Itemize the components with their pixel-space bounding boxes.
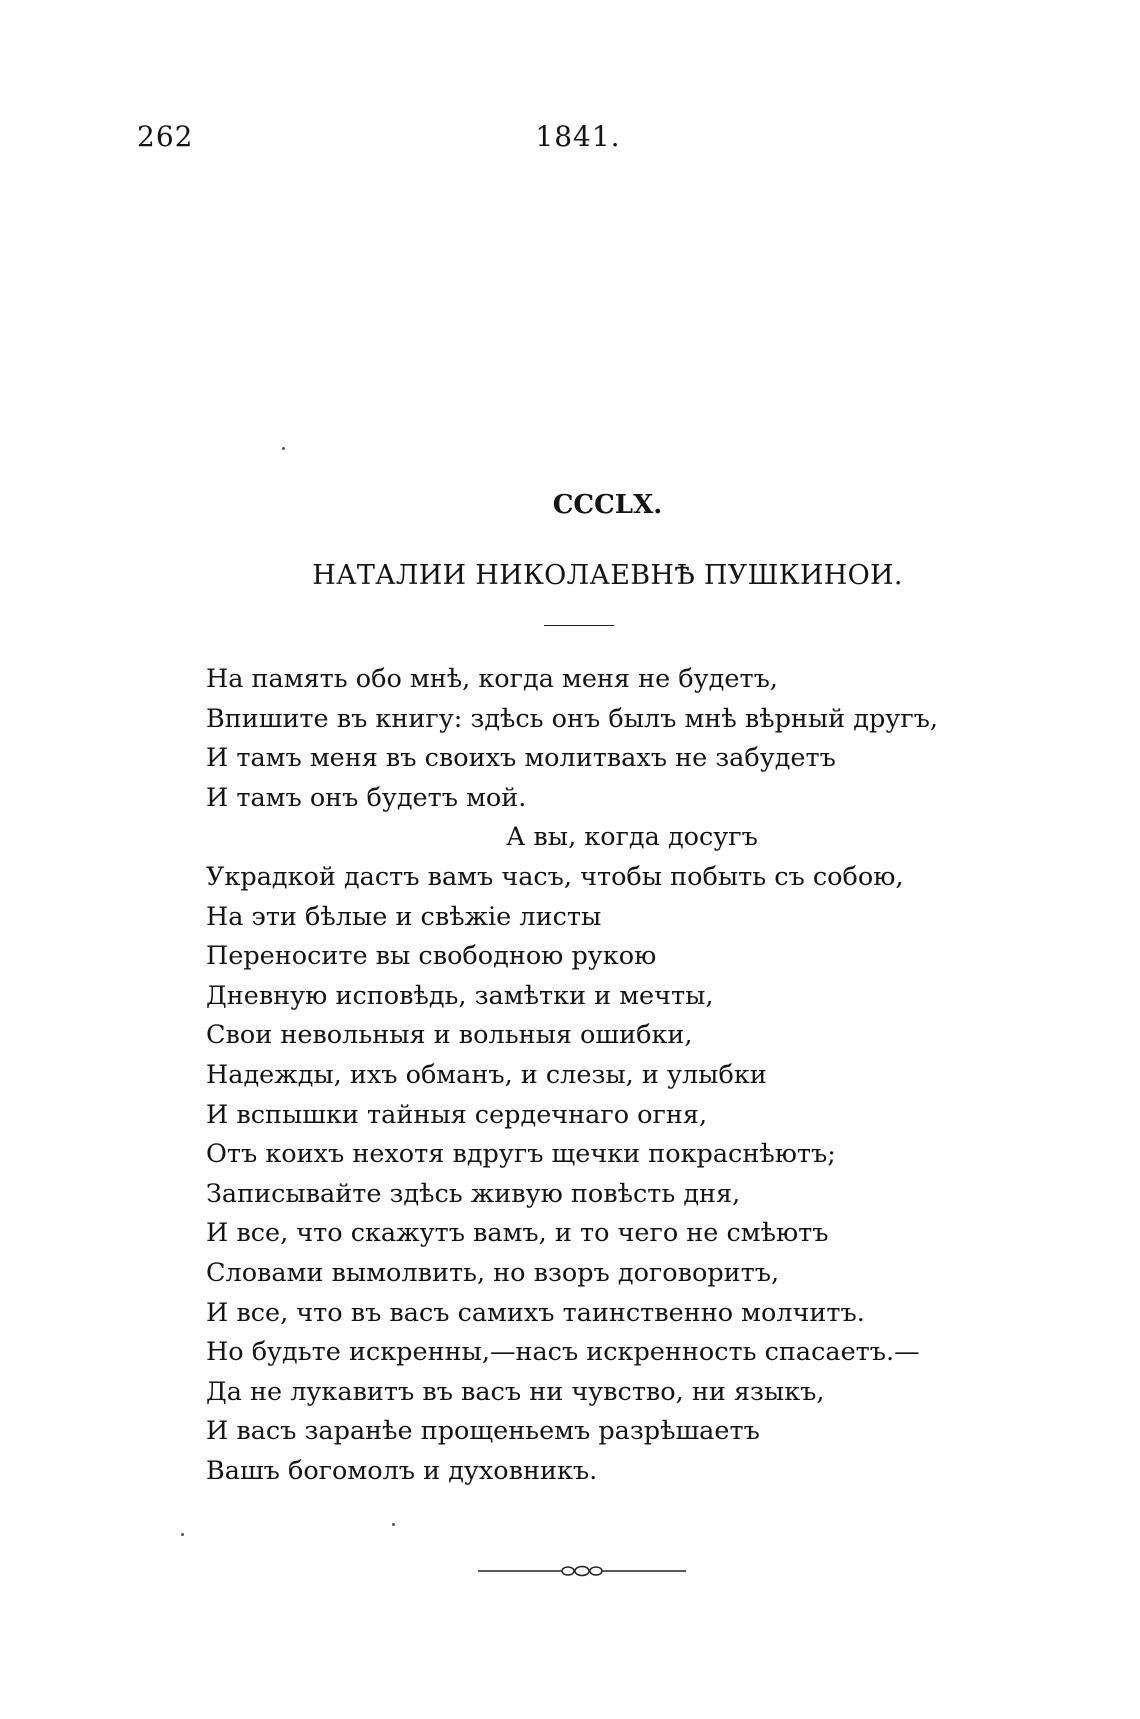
print-speck bbox=[181, 1533, 184, 1536]
verse-line: Украдкой дастъ вамъ часъ, чтобы побыть съ собою, bbox=[206, 861, 904, 892]
verse-line: На память обо мнѣ, когда меня не будетъ, bbox=[206, 664, 778, 694]
poem-number: CCCLX. bbox=[552, 490, 663, 520]
verse-line: Записывайте здѣсь живую повѣсть дня, bbox=[206, 1178, 741, 1209]
verse-line: Переносите вы свободною рукою bbox=[206, 941, 657, 972]
title-rule bbox=[544, 625, 614, 626]
verse-line: Свои невольныя и вольныя ошибки, bbox=[206, 1020, 693, 1051]
verse-line: И васъ заранѣе прощеньемъ разрѣшаетъ bbox=[206, 1416, 760, 1447]
verse-line: Вашъ богомолъ и духовникъ. bbox=[206, 1455, 598, 1486]
verse-line: Отъ коихъ нехотя вдругъ щечки покраснѣютъ; bbox=[206, 1139, 836, 1170]
verse-line: Словами вымолвить, но взоръ договоритъ, bbox=[206, 1257, 780, 1288]
verse-line: Надежды, ихъ обманъ, и слезы, и улыбки bbox=[206, 1059, 767, 1090]
print-speck bbox=[392, 1523, 395, 1526]
verse-line: И все, что въ васъ самихъ таинственно молчитъ. bbox=[206, 1297, 865, 1328]
verse-line: Впишите въ книгу: здѣсь онъ былъ мнѣ вѣрный другъ, bbox=[206, 703, 939, 734]
verse-line: И вспышки тайныя сердечнаго огня, bbox=[206, 1099, 708, 1130]
page-number: 262 bbox=[137, 120, 194, 153]
verse-line: И тамъ меня въ своихъ молитвахъ не забудетъ bbox=[206, 743, 836, 774]
running-head-year: 1841. bbox=[535, 120, 621, 153]
verse-line: А вы, когда досугъ bbox=[506, 822, 758, 853]
poem-body bbox=[206, 660, 938, 1491]
verse-line: На эти бѣлые и свѣжіе листы bbox=[206, 901, 602, 932]
verse-line: Но будьте искренны,—насъ искренность спасаетъ.— bbox=[206, 1337, 920, 1368]
poem-title: НАТАЛИИ НИКОЛАЕВНѢ ПУШКИНОИ. bbox=[312, 560, 903, 591]
verse-line: И тамъ онъ будетъ мой. bbox=[206, 782, 527, 813]
print-speck bbox=[282, 447, 285, 450]
verse-line: И все, что скажутъ вамъ, и то чего не смѣютъ bbox=[206, 1218, 829, 1249]
verse-line: Да не лукавитъ въ васъ ни чувство, ни языкъ, bbox=[206, 1376, 825, 1407]
end-ornament bbox=[478, 1563, 686, 1579]
verse-line: Дневную исповѣдь, замѣтки и мечты, bbox=[206, 980, 714, 1011]
